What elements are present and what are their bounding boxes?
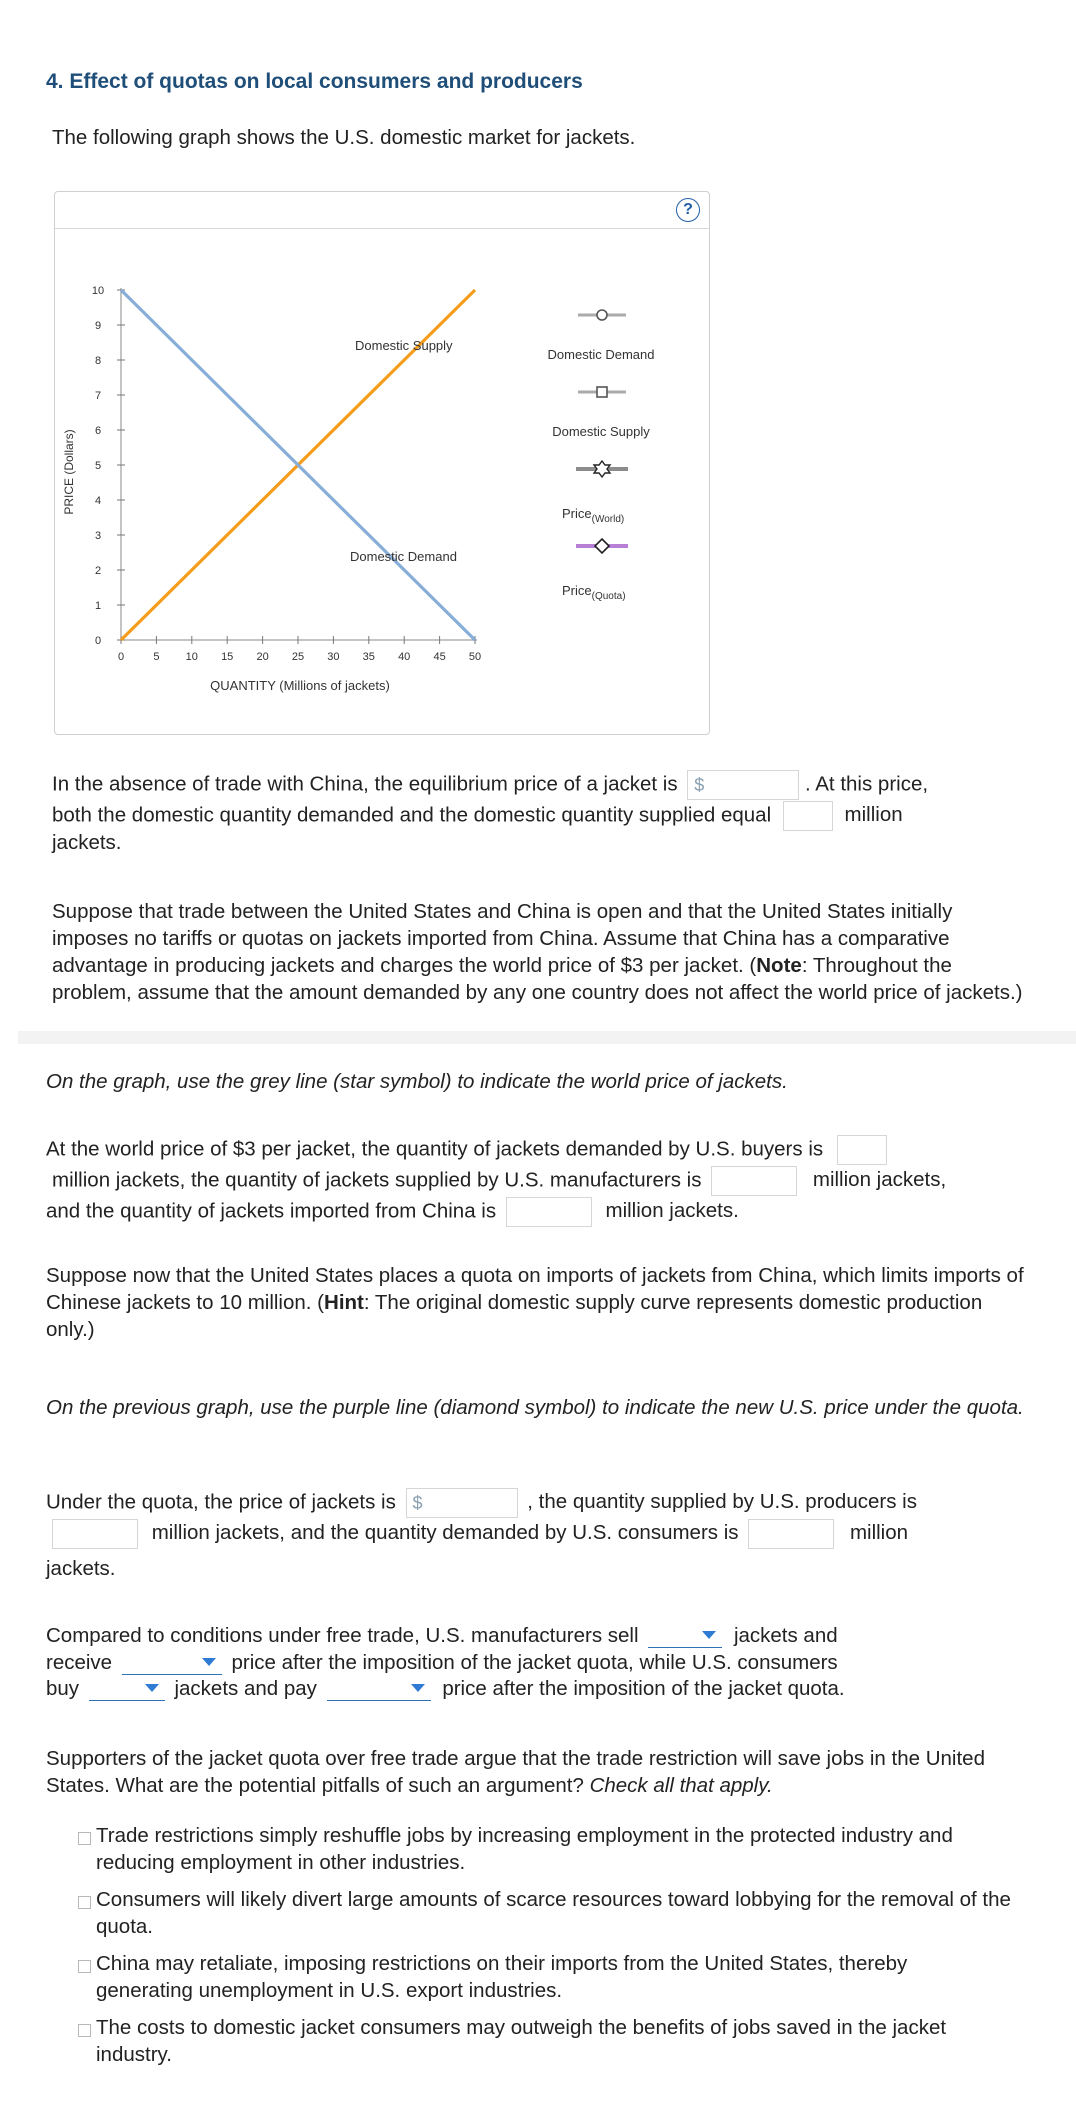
demand-curve-label: Domestic Demand [350,549,457,564]
x-tick-label: 30 [327,651,340,663]
scenario-quota: Suppose now that the United States places a quota on imports of jackets from China, which limits imports of Chinese jackets to 10 million. (Hint: The original domestic supply curve represents domestic production only.) [46,1264,1024,1341]
y-tick-label: 0 [94,635,102,647]
circle-icon [597,310,607,320]
square-icon [597,387,607,397]
chevron-down-icon [202,1658,216,1666]
supply-curve-label: Domestic Supply [355,338,453,353]
quota-price-input[interactable]: $ [406,1488,518,1518]
scenario-free-trade: Suppose that trade between the United States and China is open and that the United States initially imposes no tariffs or quotas on jackets imported from China. Assume that China has a comparative advantage in producing jackets and charges the world price of $3 per jacket. (Note: Throughout the problem, assume that the amount demanded by any one country does not affect the world price of jackets.) [52,900,1023,1004]
q1-line1 [52,770,928,800]
q1-text-b: . At this price, [805,772,929,796]
instruction-world-price: On the graph, use the grey line (star symbol) to indicate the world price of jackets. [46,1070,788,1093]
checkbox-option-retaliate[interactable]: China may retaliate, imposing restrictions on their imports from the United States, thereby generating unemployment in U.S. export industries. [96,1950,976,2004]
q3-line1: Under the quota, the price of jackets is $ , the quantity supplied by U.S. producers is [46,1488,917,1518]
y-tick-label: 7 [94,390,102,402]
x-axis-label: QUANTITY (Millions of jackets) [210,678,390,693]
y-tick-label: 9 [94,320,102,332]
y-tick-label: 4 [94,495,102,507]
price-quantity-chart[interactable] [0,0,1076,760]
x-tick-label: 50 [468,651,482,663]
q4-line3: buy jackets and pay price after the imposition of the jacket quota. [46,1677,845,1700]
y-tick-label: 8 [94,355,102,367]
legend-item-quota-price[interactable] [562,539,628,602]
page-title: 4. Effect of quotas on local consumers and producers [46,70,583,93]
y-axis-label: PRICE (Dollars) [62,429,76,515]
y-tick-label: 1 [94,600,102,612]
q3-line2: million jackets, and the quantity demanded by U.S. consumers is million [52,1519,908,1549]
consumers-price-dropdown[interactable] [327,1680,431,1701]
dollar-sign: $ [694,775,705,795]
x-tick-label: 35 [362,651,375,663]
x-tick-label: 20 [256,651,269,663]
legend-demand-label: Domestic Demand [547,347,655,362]
diamond-icon [595,539,609,553]
manufacturers-price-dropdown[interactable] [122,1654,222,1675]
legend-item-supply[interactable] [552,387,650,439]
legend-world-label: Price$_{(World)}$ [562,506,625,525]
q3-text-e: jackets. [46,1557,116,1580]
checkbox[interactable] [78,1832,91,1845]
checkbox[interactable] [78,2024,91,2037]
star-icon [594,461,610,477]
x-tick-label: 40 [398,651,411,663]
q5-prompt: Supporters of the jacket quota over free trade argue that the trade restriction will save jobs in the United States. What are the potential pitfalls of such an argument? Check all that apply. [46,1747,985,1797]
checkbox-option-reshuffle[interactable]: Trade restrictions simply reshuffle jobs by increasing employment in the protected industry and reducing employment in other industries. [96,1822,956,1876]
help-icon[interactable]: ? [676,198,700,222]
x-tick-label: 0 [117,651,125,663]
x-tick-label: 15 [221,651,234,663]
instruction-quota-price: On the previous graph, use the purple line (diamond symbol) to indicate the new U.S. price under the quota. [46,1396,1024,1419]
q4-line2: receive price after the imposition of the jacket quota, while U.S. consumers [46,1651,838,1674]
quantity-supplied-world-input[interactable] [711,1166,797,1196]
y-tick-label: 3 [94,530,102,542]
q1-text-a: In the absence of trade with China, the equilibrium price of a jacket is [52,772,678,796]
checkbox[interactable] [78,1960,91,1973]
q1-text-c: both the domestic quantity demanded and the domestic quantity supplied equal [52,803,772,827]
legend-supply-label: Domestic Supply [552,424,650,439]
q2-line2: million jackets, the quantity of jackets supplied by U.S. manufacturers is million jackets, [52,1166,946,1196]
y-tick-label: 5 [94,460,102,472]
y-tick-label: 10 [91,285,105,297]
imports-world-input[interactable] [506,1197,592,1227]
q1-line2 [52,801,903,831]
chevron-down-icon [145,1684,159,1692]
intro-text: The following graph shows the U.S. domestic market for jackets. [52,126,636,149]
x-tick-label: 5 [153,651,160,663]
legend [548,310,655,602]
quota-quantity-supplied-input[interactable] [52,1519,138,1549]
legend-quota-label: Price$_{(Quota)}$ [562,583,626,602]
x-tick-label: 10 [185,651,198,663]
quota-quantity-demanded-input[interactable] [748,1519,834,1549]
q4-line1: Compared to conditions under free trade, U.S. manufacturers sell jackets and [46,1624,838,1647]
equilibrium-price-input[interactable] [687,770,799,800]
q2-line3: and the quantity of jackets imported from China is million jackets. [46,1197,739,1227]
q1-text-e: jackets. [52,831,122,854]
x-tick-label: 25 [291,651,305,663]
consumers-buy-dropdown[interactable] [89,1680,165,1701]
q2-line1: At the world price of $3 per jacket, the quantity of jackets demanded by U.S. buyers is [46,1135,887,1165]
chevron-down-icon [702,1631,716,1639]
y-tick-label: 6 [94,425,102,437]
quantity-demanded-world-input[interactable] [837,1135,887,1165]
section-divider [18,1031,1076,1044]
y-tick-label: 2 [94,565,102,577]
chevron-down-icon [411,1684,425,1692]
manufacturers-sell-dropdown[interactable] [648,1627,722,1648]
checkbox-option-costs[interactable]: The costs to domestic jacket consumers may outweigh the benefits of jobs saved in the jacket industry. [96,2014,1016,2068]
x-tick-label: 45 [433,651,446,663]
checkbox[interactable] [78,1896,91,1909]
legend-item-demand[interactable] [548,310,655,362]
equilibrium-quantity-input[interactable] [783,801,833,831]
q1-text-d: million [844,803,903,827]
legend-item-world-price[interactable] [562,461,628,525]
checkbox-option-lobbying[interactable]: Consumers will likely divert large amounts of scarce resources toward lobbying for the removal of the quota. [96,1886,1016,1940]
